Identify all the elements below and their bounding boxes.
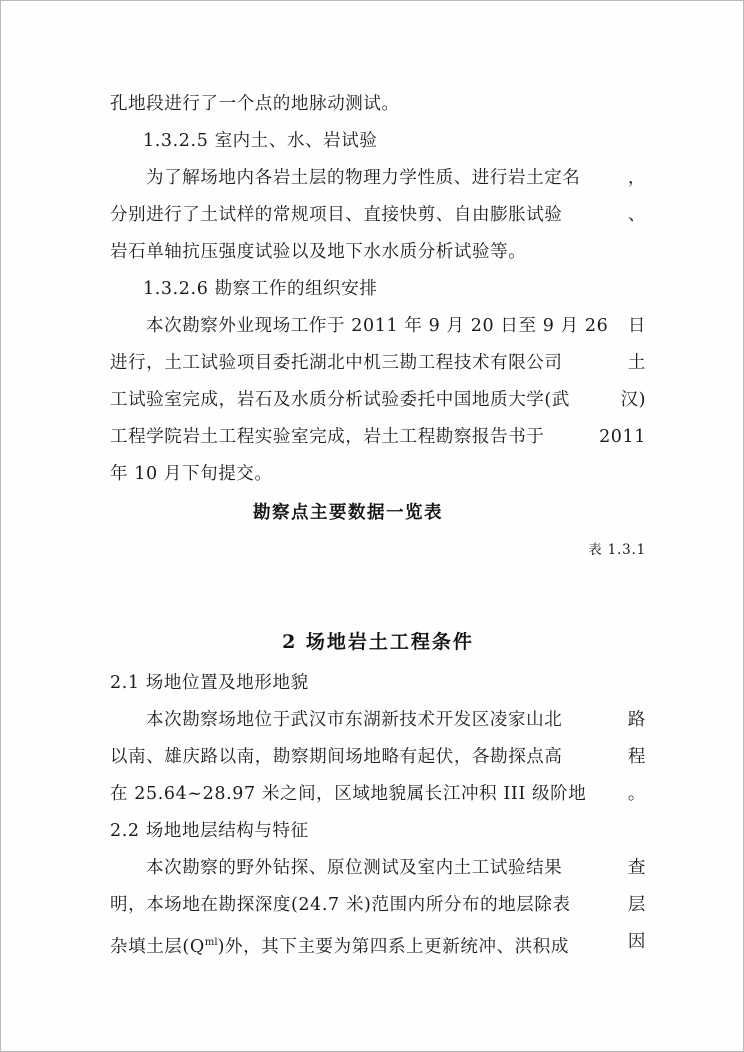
paragraph-2-2-line-3-group bbox=[110, 924, 569, 961]
paragraph-2-line-1-text: 本次勘察外业现场工作于 2011 年 9 月 20 日至 9 月 26 bbox=[146, 316, 609, 336]
paragraph-2-2-line-2-tail: 层 bbox=[627, 895, 646, 915]
paragraph-2-1-line-2-text: 以南、雄庆路以南，勘察期间场地略有起伏，各勘探点高 bbox=[110, 747, 563, 767]
heading-1-3-2-5: 1.3.2.5 室内土、水、岩试验 bbox=[143, 131, 378, 151]
paragraph-2-line-3 bbox=[110, 382, 646, 419]
subsection-2-2-heading: 2.2 场地地层结构与特征 bbox=[110, 821, 309, 841]
paragraph-2-1-line-3 bbox=[110, 776, 646, 813]
paragraph-2-line-4-tail: 2011 bbox=[599, 427, 646, 447]
paragraph-1-line-3: 岩石单轴抗压强度试验以及地下水水质分析试验等。 bbox=[110, 242, 527, 262]
table-number: 表 1.3.1 bbox=[588, 542, 646, 558]
paragraph-2-2-line-2-text: 明，本场地在勘探深度(24.7 米)范围内所分布的地层除表 bbox=[110, 895, 571, 915]
paragraph-1-line-1 bbox=[110, 160, 646, 197]
stratum-code-superscript: ml bbox=[204, 937, 218, 948]
paragraph-2-line-3-tail: 汉) bbox=[620, 390, 646, 410]
heading-1-3-2-6: 1.3.2.6 勘察工作的组织安排 bbox=[143, 279, 378, 299]
paragraph-2-line-4-text: 工程学院岩土工程实验室完成，岩土工程勘察报告书于 bbox=[110, 427, 545, 447]
paragraph-2-1-line-3-text: 在 25.64~28.97 米之间，区域地貌属长江冲积 III 级阶地 bbox=[110, 784, 587, 804]
paragraph-1-line-1-text: 为了解场地内各岩土层的物理力学性质、进行岩土定名 bbox=[146, 168, 581, 188]
paragraph-2-line-1-tail: 日 bbox=[627, 316, 646, 336]
paragraph-2-line-2 bbox=[110, 345, 646, 382]
table-title: 勘察点主要数据一览表 bbox=[253, 503, 443, 523]
paragraph-2-line-2-tail: 土 bbox=[627, 353, 646, 373]
subsection-2-1-heading: 2.1 场地位置及地形地貌 bbox=[110, 673, 309, 693]
paragraph-2-1-line-3-tail: 。 bbox=[627, 784, 646, 804]
paragraph-2-1-line-2-tail: 程 bbox=[627, 747, 646, 767]
paragraph-2-2-line-1-tail: 查 bbox=[627, 858, 646, 878]
paragraph-2-2-line-1 bbox=[110, 850, 646, 887]
paragraph-2-2-line-1-text: 本次勘察的野外钻探、原位测试及室内土工试验结果 bbox=[146, 858, 563, 878]
paragraph-2-line-1 bbox=[110, 308, 646, 345]
table-placeholder-area bbox=[110, 567, 646, 619]
paragraph-2-line-3-text: 工试验室完成，岩石及水质分析试验委托中国地质大学(武 bbox=[110, 390, 570, 410]
paragraph-1-line-2-tail: 、 bbox=[627, 205, 646, 225]
section-2-heading: 2 场地岩土工程条件 bbox=[282, 631, 474, 653]
paragraph-1-line-2 bbox=[110, 197, 646, 234]
paragraph-2-2-line-3-tail: 因 bbox=[627, 932, 646, 952]
paragraph-2-1-line-1-tail: 路 bbox=[627, 710, 646, 730]
stratum-code-prefix: 杂填土层(Q bbox=[110, 936, 205, 957]
body-line-continuation: 孔地段进行了一个点的地脉动测试。 bbox=[110, 94, 400, 114]
paragraph-2-line-2-text: 进行，土工试验项目委托湖北中机三勘工程技术有限公司 bbox=[110, 353, 563, 373]
paragraph-2-line-5: 年 10 月下旬提交。 bbox=[110, 464, 273, 484]
paragraph-2-1-line-1-text: 本次勘察场地位于武汉市东湖新技术开发区凌家山北 bbox=[146, 710, 563, 730]
paragraph-2-1-line-2 bbox=[110, 739, 646, 776]
paragraph-2-1-line-1 bbox=[110, 702, 646, 739]
paragraph-1-line-2-text: 分别进行了土试样的常规项目、直接快剪、自由膨胀试验 bbox=[110, 205, 563, 225]
paragraph-1-line-1-tail: ， bbox=[627, 168, 646, 188]
paragraph-2-2-line-3-text: )外，其下主要为第四系上更新统冲、洪积成 bbox=[217, 936, 569, 957]
page-content bbox=[110, 86, 646, 961]
paragraph-2-line-4 bbox=[110, 419, 646, 456]
paragraph-2-2-line-3 bbox=[110, 924, 646, 961]
paragraph-2-2-line-2 bbox=[110, 887, 646, 924]
